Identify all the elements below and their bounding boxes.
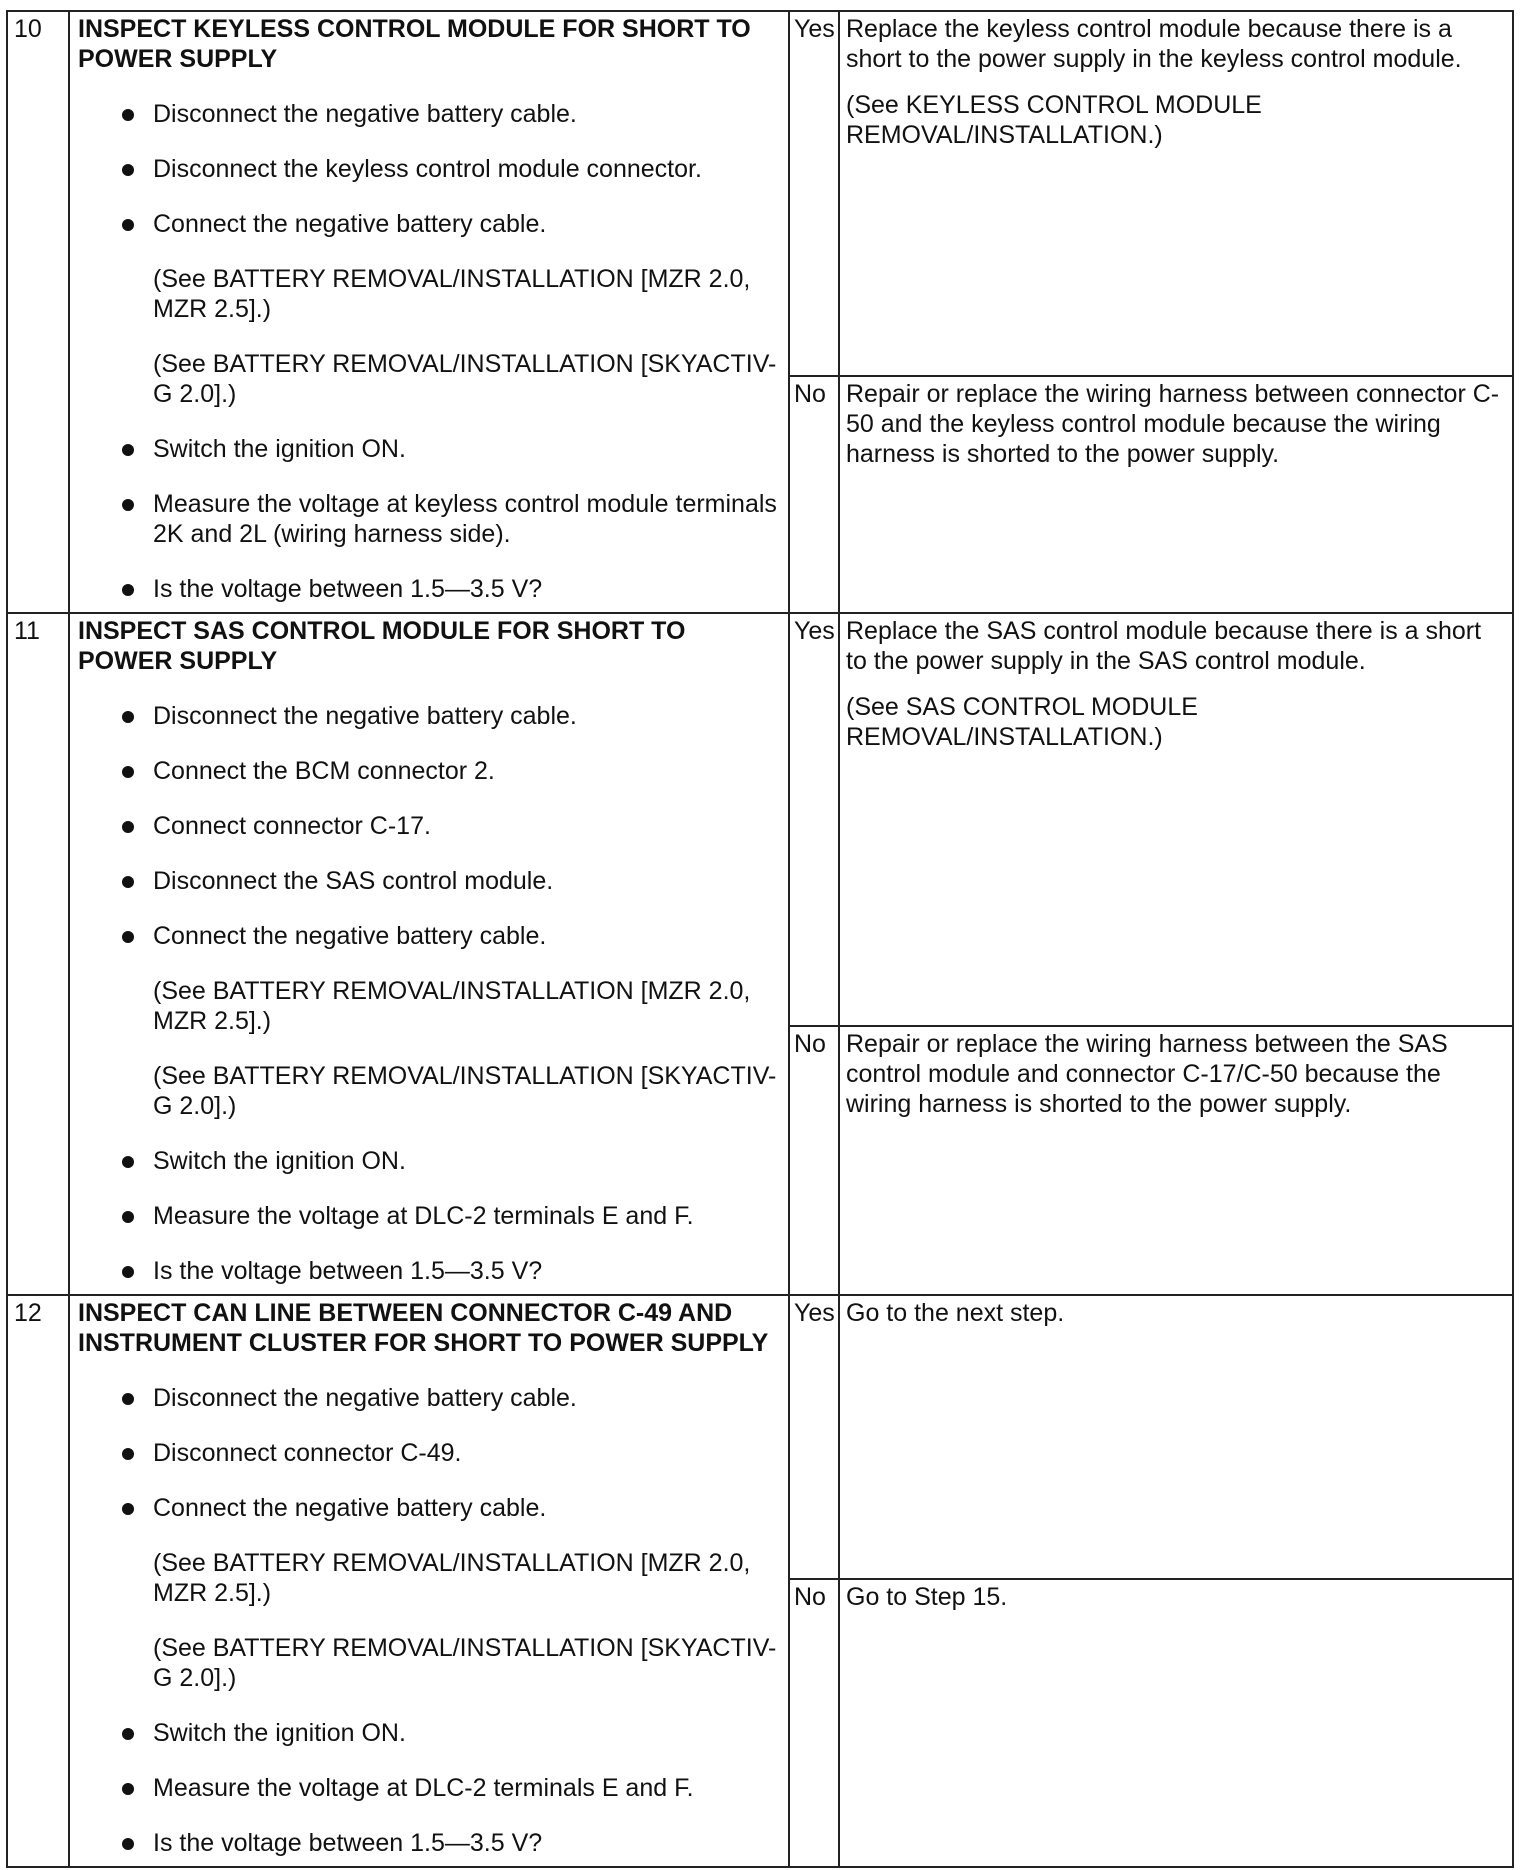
yes-action-text: Replace the keyless control module because there is a short to the power supply in the keyless control module.	[846, 15, 1462, 73]
yes-label: Yes	[794, 15, 835, 43]
procedure-bullet-item: Measure the voltage at keyless control module terminals 2K and 2L (wiring harness side).	[78, 489, 778, 549]
yes-action-text: Go to the next step.	[846, 1299, 1065, 1327]
step-number-cell	[7, 1295, 69, 1867]
step-procedure-cell	[69, 613, 789, 1295]
step-title: INSPECT KEYLESS CONTROL MODULE FOR SHORT TO POWER SUPPLY	[78, 15, 751, 73]
step-number-cell	[7, 11, 69, 613]
procedure-bullet-item: Is the voltage between 1.5—3.5 V?	[78, 574, 778, 604]
yes-action-text: (See SAS CONTROL MODULE REMOVAL/INSTALLATION.)	[846, 693, 1198, 751]
procedure-reference-note: (See BATTERY REMOVAL/INSTALLATION [MZR 2.0, MZR 2.5].)	[153, 977, 751, 1035]
yes-label-cell	[789, 1295, 839, 1579]
yes-action-cell	[839, 1295, 1513, 1579]
procedure-reference-note: (See BATTERY REMOVAL/INSTALLATION [SKYACTIV-G 2.0].)	[153, 1062, 777, 1120]
procedure-bullet-item: Disconnect the negative battery cable.	[78, 701, 778, 731]
no-action-cell	[839, 1026, 1513, 1295]
procedure-bullet-item: Disconnect the negative battery cable.	[78, 99, 778, 129]
step-row-yes	[7, 1295, 1513, 1579]
table-body	[7, 11, 1513, 1867]
no-label: No	[794, 1583, 826, 1612]
procedure-reference-note: (See BATTERY REMOVAL/INSTALLATION [MZR 2.0, MZR 2.5].)	[153, 1549, 751, 1607]
no-action-cell	[839, 376, 1513, 613]
step-title: INSPECT SAS CONTROL MODULE FOR SHORT TO POWER SUPPLY	[78, 617, 686, 675]
yes-action-cell	[839, 613, 1513, 1026]
procedure-bullet-item: Connect the negative battery cable.	[78, 921, 778, 951]
yes-action-text: Replace the SAS control module because there is a short to the power supply in the SAS control module.	[846, 617, 1482, 675]
procedure-bullet-item: Switch the ignition ON.	[78, 434, 778, 464]
no-label-cell	[789, 1579, 839, 1867]
procedure-bullet-item: Disconnect the keyless control module connector.	[78, 154, 778, 184]
step-number-cell	[7, 613, 69, 1295]
procedure-reference-note: (See BATTERY REMOVAL/INSTALLATION [MZR 2.0, MZR 2.5].)	[153, 265, 751, 323]
step-row-yes	[7, 613, 1513, 1026]
procedure-bullet-item: Measure the voltage at DLC-2 terminals E and F.	[78, 1773, 778, 1803]
yes-label-cell	[789, 11, 839, 376]
procedure-bullet-item: Disconnect the negative battery cable.	[78, 1383, 778, 1413]
procedure-bullet-item: Connect connector C-17.	[78, 811, 778, 841]
no-label-cell	[789, 1026, 839, 1295]
procedure-bullet-item: Connect the BCM connector 2.	[78, 756, 778, 786]
procedure-bullet-item: Disconnect connector C-49.	[78, 1438, 778, 1468]
step-number: 11	[14, 617, 40, 645]
no-label: No	[794, 1029, 826, 1058]
no-label-cell	[789, 376, 839, 613]
step-title: INSPECT CAN LINE BETWEEN CONNECTOR C-49 AND INSTRUMENT CLUSTER FOR SHORT TO POWER SUPPLY	[78, 1299, 769, 1357]
procedure-reference-note: (See BATTERY REMOVAL/INSTALLATION [SKYACTIV-G 2.0].)	[153, 350, 777, 408]
step-row-yes	[7, 11, 1513, 376]
procedure-bullet-item: Switch the ignition ON.	[78, 1146, 778, 1176]
yes-label: Yes	[794, 617, 835, 645]
procedure-bullet-item: Disconnect the SAS control module.	[78, 866, 778, 896]
no-action-text: Repair or replace the wiring harness between connector C-50 and the keyless control module because the wiring harness is shorted to the power supply.	[846, 379, 1500, 468]
no-label: No	[794, 379, 826, 408]
step-procedure-cell	[69, 11, 789, 613]
no-action-cell	[839, 1579, 1513, 1867]
procedure-bullet-item: Connect the negative battery cable.	[78, 1493, 778, 1523]
diagnostic-procedure-table	[6, 10, 1514, 1868]
procedure-bullet-item: Is the voltage between 1.5—3.5 V?	[78, 1828, 778, 1858]
step-number: 12	[14, 1299, 42, 1327]
procedure-bullet-item: Switch the ignition ON.	[78, 1718, 778, 1748]
yes-label: Yes	[794, 1299, 835, 1327]
step-procedure-cell	[69, 1295, 789, 1867]
step-number: 10	[14, 15, 42, 43]
yes-action-text: (See KEYLESS CONTROL MODULE REMOVAL/INSTALLATION.)	[846, 91, 1262, 149]
procedure-reference-note: (See BATTERY REMOVAL/INSTALLATION [SKYACTIV-G 2.0].)	[153, 1634, 777, 1692]
yes-action-cell	[839, 11, 1513, 376]
no-action-text: Go to Step 15.	[846, 1583, 1008, 1612]
procedure-bullet-item: Measure the voltage at DLC-2 terminals E and F.	[78, 1201, 778, 1231]
no-action-text: Repair or replace the wiring harness between the SAS control module and connector C-17/C-50 because the wiring harness is shorted to the power supply.	[846, 1029, 1448, 1118]
procedure-bullet-item: Is the voltage between 1.5—3.5 V?	[78, 1256, 778, 1286]
procedure-bullet-item: Connect the negative battery cable.	[78, 209, 778, 239]
yes-label-cell	[789, 613, 839, 1026]
